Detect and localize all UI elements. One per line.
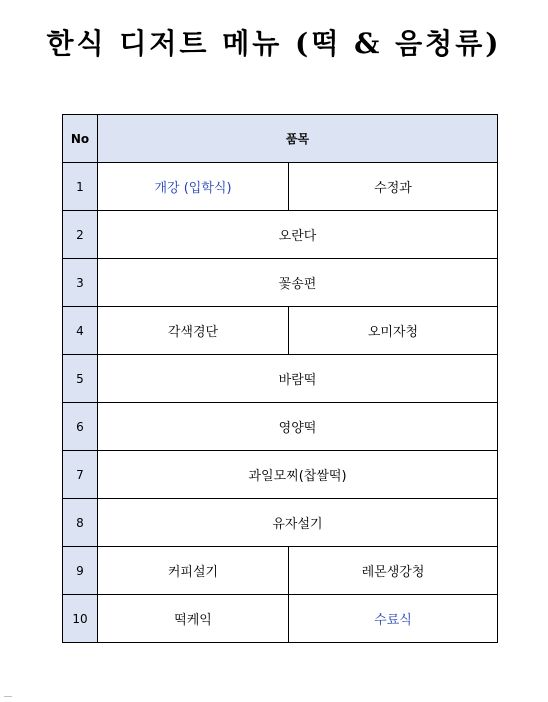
menu-item-cell: 개강 (입학식) [98, 163, 289, 211]
row-number: 7 [63, 451, 98, 499]
menu-table [62, 114, 498, 643]
row-number: 9 [63, 547, 98, 595]
row-number: 10 [63, 595, 98, 643]
page-title: 한식 디저트 메뉴 (떡 & 음청류) [46, 27, 502, 60]
menu-item-cell: 과일모찌(찹쌀떡) [98, 451, 498, 499]
row-number: 5 [63, 355, 98, 403]
menu-item-cell: 수료식 [289, 595, 498, 643]
table-row [63, 547, 498, 595]
table-row [63, 451, 498, 499]
table-row [63, 211, 498, 259]
menu-item-cell: 영양떡 [98, 403, 498, 451]
header-item: 품목 [98, 115, 498, 163]
menu-item-cell: 레몬생강청 [289, 547, 498, 595]
row-number: 2 [63, 211, 98, 259]
table-row [63, 499, 498, 547]
row-number: 3 [63, 259, 98, 307]
menu-item-cell: 수정과 [289, 163, 498, 211]
menu-item-cell: 꽃송편 [98, 259, 498, 307]
header-row [63, 115, 498, 163]
table-row [63, 259, 498, 307]
menu-body [63, 163, 498, 643]
menu-item-cell: 각색경단 [98, 307, 289, 355]
table-row [63, 595, 498, 643]
row-number: 8 [63, 499, 98, 547]
table-row [63, 307, 498, 355]
menu-item-cell: 바람떡 [98, 355, 498, 403]
table-row [63, 355, 498, 403]
menu-item-cell: 오란다 [98, 211, 498, 259]
menu-item-cell: 유자설기 [98, 499, 498, 547]
menu-item-cell: 커피설기 [98, 547, 289, 595]
table-row [63, 403, 498, 451]
corner-mark [4, 696, 12, 697]
menu-item-cell: 오미자청 [289, 307, 498, 355]
header-no: No [63, 115, 98, 163]
menu-item-cell: 떡케익 [98, 595, 289, 643]
row-number: 6 [63, 403, 98, 451]
table-row [63, 163, 498, 211]
row-number: 1 [63, 163, 98, 211]
row-number: 4 [63, 307, 98, 355]
